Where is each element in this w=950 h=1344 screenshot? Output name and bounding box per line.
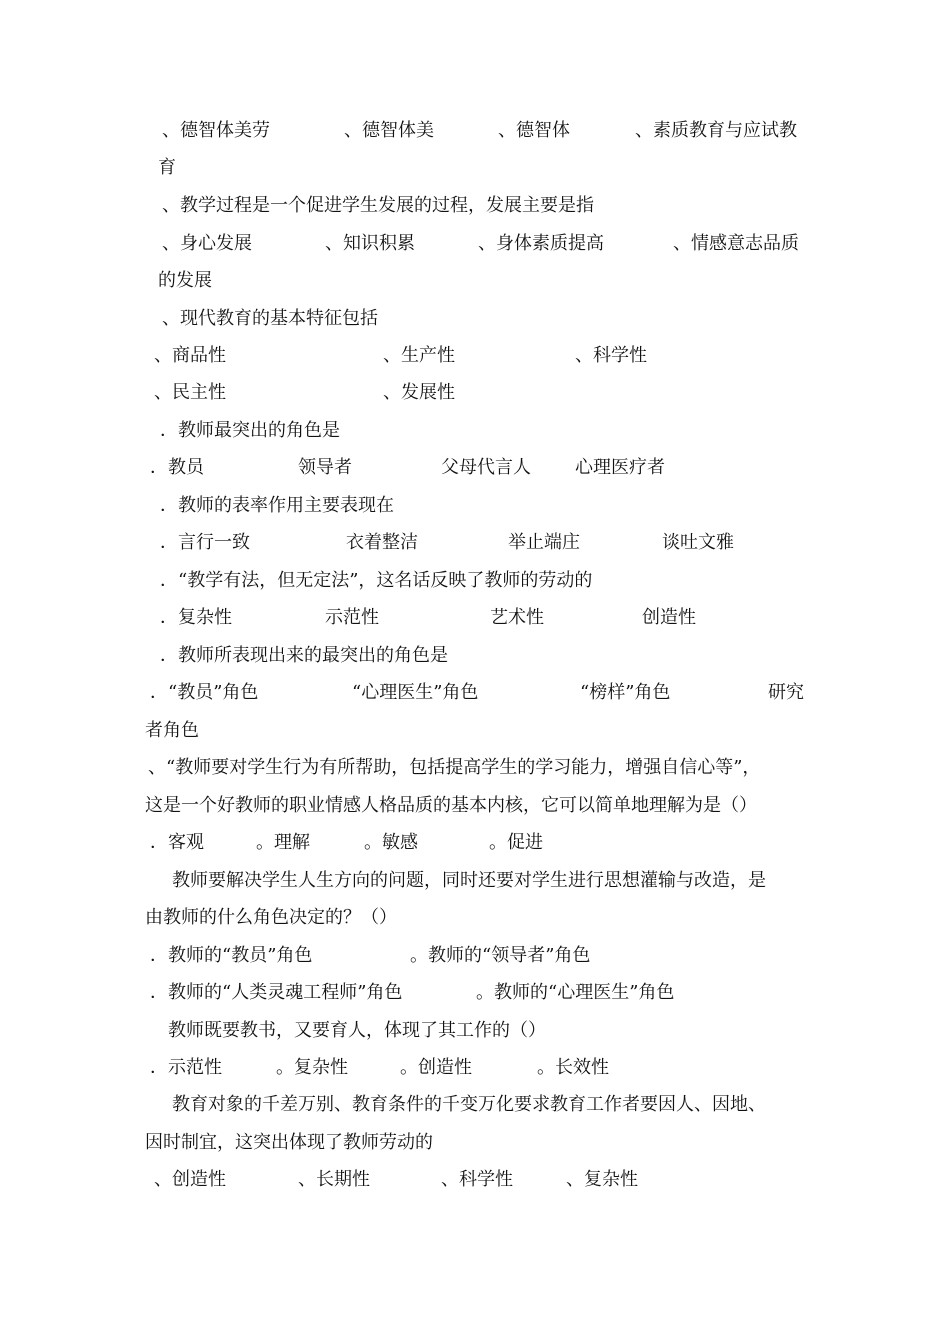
option-a: 、德智体美劳 <box>162 120 270 141</box>
option-d: 、民主性 <box>154 382 226 403</box>
option-c: 艺术性 <box>490 607 544 628</box>
option-d: 。促进 <box>489 832 543 853</box>
option-d-continued: 育 <box>158 157 176 178</box>
question-text: ．教师所表现出来的最突出的角色是 <box>160 645 448 666</box>
option-d: 、素质教育与应试教 <box>635 120 797 141</box>
option-d-continued: 者角色 <box>145 720 199 741</box>
option-d: 心理医疗者 <box>575 457 665 478</box>
option-c: 、德智体 <box>498 120 570 141</box>
option-b: 领导者 <box>298 457 352 478</box>
option-d: 。长效性 <box>537 1057 609 1078</box>
option-b: 示范性 <box>325 607 379 628</box>
question-text: 、教学过程是一个促进学生发展的过程，发展主要是指 <box>162 195 594 216</box>
option-c: 、科学性 <box>575 345 647 366</box>
option-c: 。敏感 <box>364 832 418 853</box>
question-text: ．“教学有法，但无定法”，这名话反映了教师的劳动的 <box>160 570 593 591</box>
option-a: 、创造性 <box>154 1169 226 1190</box>
option-b: 、生产性 <box>383 345 455 366</box>
question-text: 教师既要教书，又要育人，体现了其工作的（） <box>168 1020 546 1041</box>
option-c: ．教师的“人类灵魂工程师”角色 <box>150 982 403 1003</box>
option-a: ．客观 <box>150 832 204 853</box>
option-c: 父母代言人 <box>441 457 531 478</box>
question-text: 、“教师要对学生行为有所帮助，包括提高学生的学习能力，增强自信心等”， <box>148 757 761 778</box>
option-a: ．教员 <box>150 457 204 478</box>
option-b: “心理医生”角色 <box>352 682 479 703</box>
option-c: 、身体素质提高 <box>478 233 604 254</box>
option-d-continued: 的发展 <box>158 270 212 291</box>
option-b: 。教师的“领导者”角色 <box>410 945 591 966</box>
option-d: 研究 <box>768 682 804 703</box>
option-d: 、情感意志品质 <box>673 233 799 254</box>
question-text: ．教师最突出的角色是 <box>160 420 340 441</box>
option-b: 。复杂性 <box>276 1057 348 1078</box>
option-a: ．复杂性 <box>160 607 232 628</box>
question-text: 、现代教育的基本特征包括 <box>162 308 378 329</box>
option-a: ．“教员”角色 <box>150 682 259 703</box>
option-a: ．教师的“教员”角色 <box>150 945 313 966</box>
option-a: 、商品性 <box>154 345 226 366</box>
option-d: 。教师的“心理医生”角色 <box>476 982 675 1003</box>
question-text: ．教师的表率作用主要表现在 <box>160 495 394 516</box>
option-a: ．示范性 <box>150 1057 222 1078</box>
option-b: 、德智体美 <box>344 120 434 141</box>
question-text-continued: 因时制宜，这突出体现了教师劳动的 <box>145 1132 433 1153</box>
option-c: 、科学性 <box>441 1169 513 1190</box>
option-d: 创造性 <box>642 607 696 628</box>
option-c: “榜样”角色 <box>580 682 671 703</box>
option-a: ．言行一致 <box>160 532 250 553</box>
question-text-continued: 这是一个好教师的职业情感人格品质的基本内核，它可以简单地理解为是（） <box>145 795 757 816</box>
option-c: 。创造性 <box>400 1057 472 1078</box>
option-d: 谈吐文雅 <box>662 532 734 553</box>
question-text-continued: 由教师的什么角色决定的？（） <box>145 907 397 928</box>
option-b: 衣着整洁 <box>346 532 418 553</box>
question-text: 教育对象的千差万别、教育条件的千变万化要求教育工作者要因人、因地、 <box>172 1094 766 1115</box>
option-b: 、知识积累 <box>325 233 415 254</box>
option-b: 。理解 <box>256 832 310 853</box>
option-d: 、复杂性 <box>566 1169 638 1190</box>
option-b: 、长期性 <box>298 1169 370 1190</box>
option-a: 、身心发展 <box>162 233 252 254</box>
question-text: 教师要解决学生人生方向的问题，同时还要对学生进行思想灌输与改造，是 <box>172 870 766 891</box>
option-e: 、发展性 <box>383 382 455 403</box>
option-c: 举止端庄 <box>508 532 580 553</box>
